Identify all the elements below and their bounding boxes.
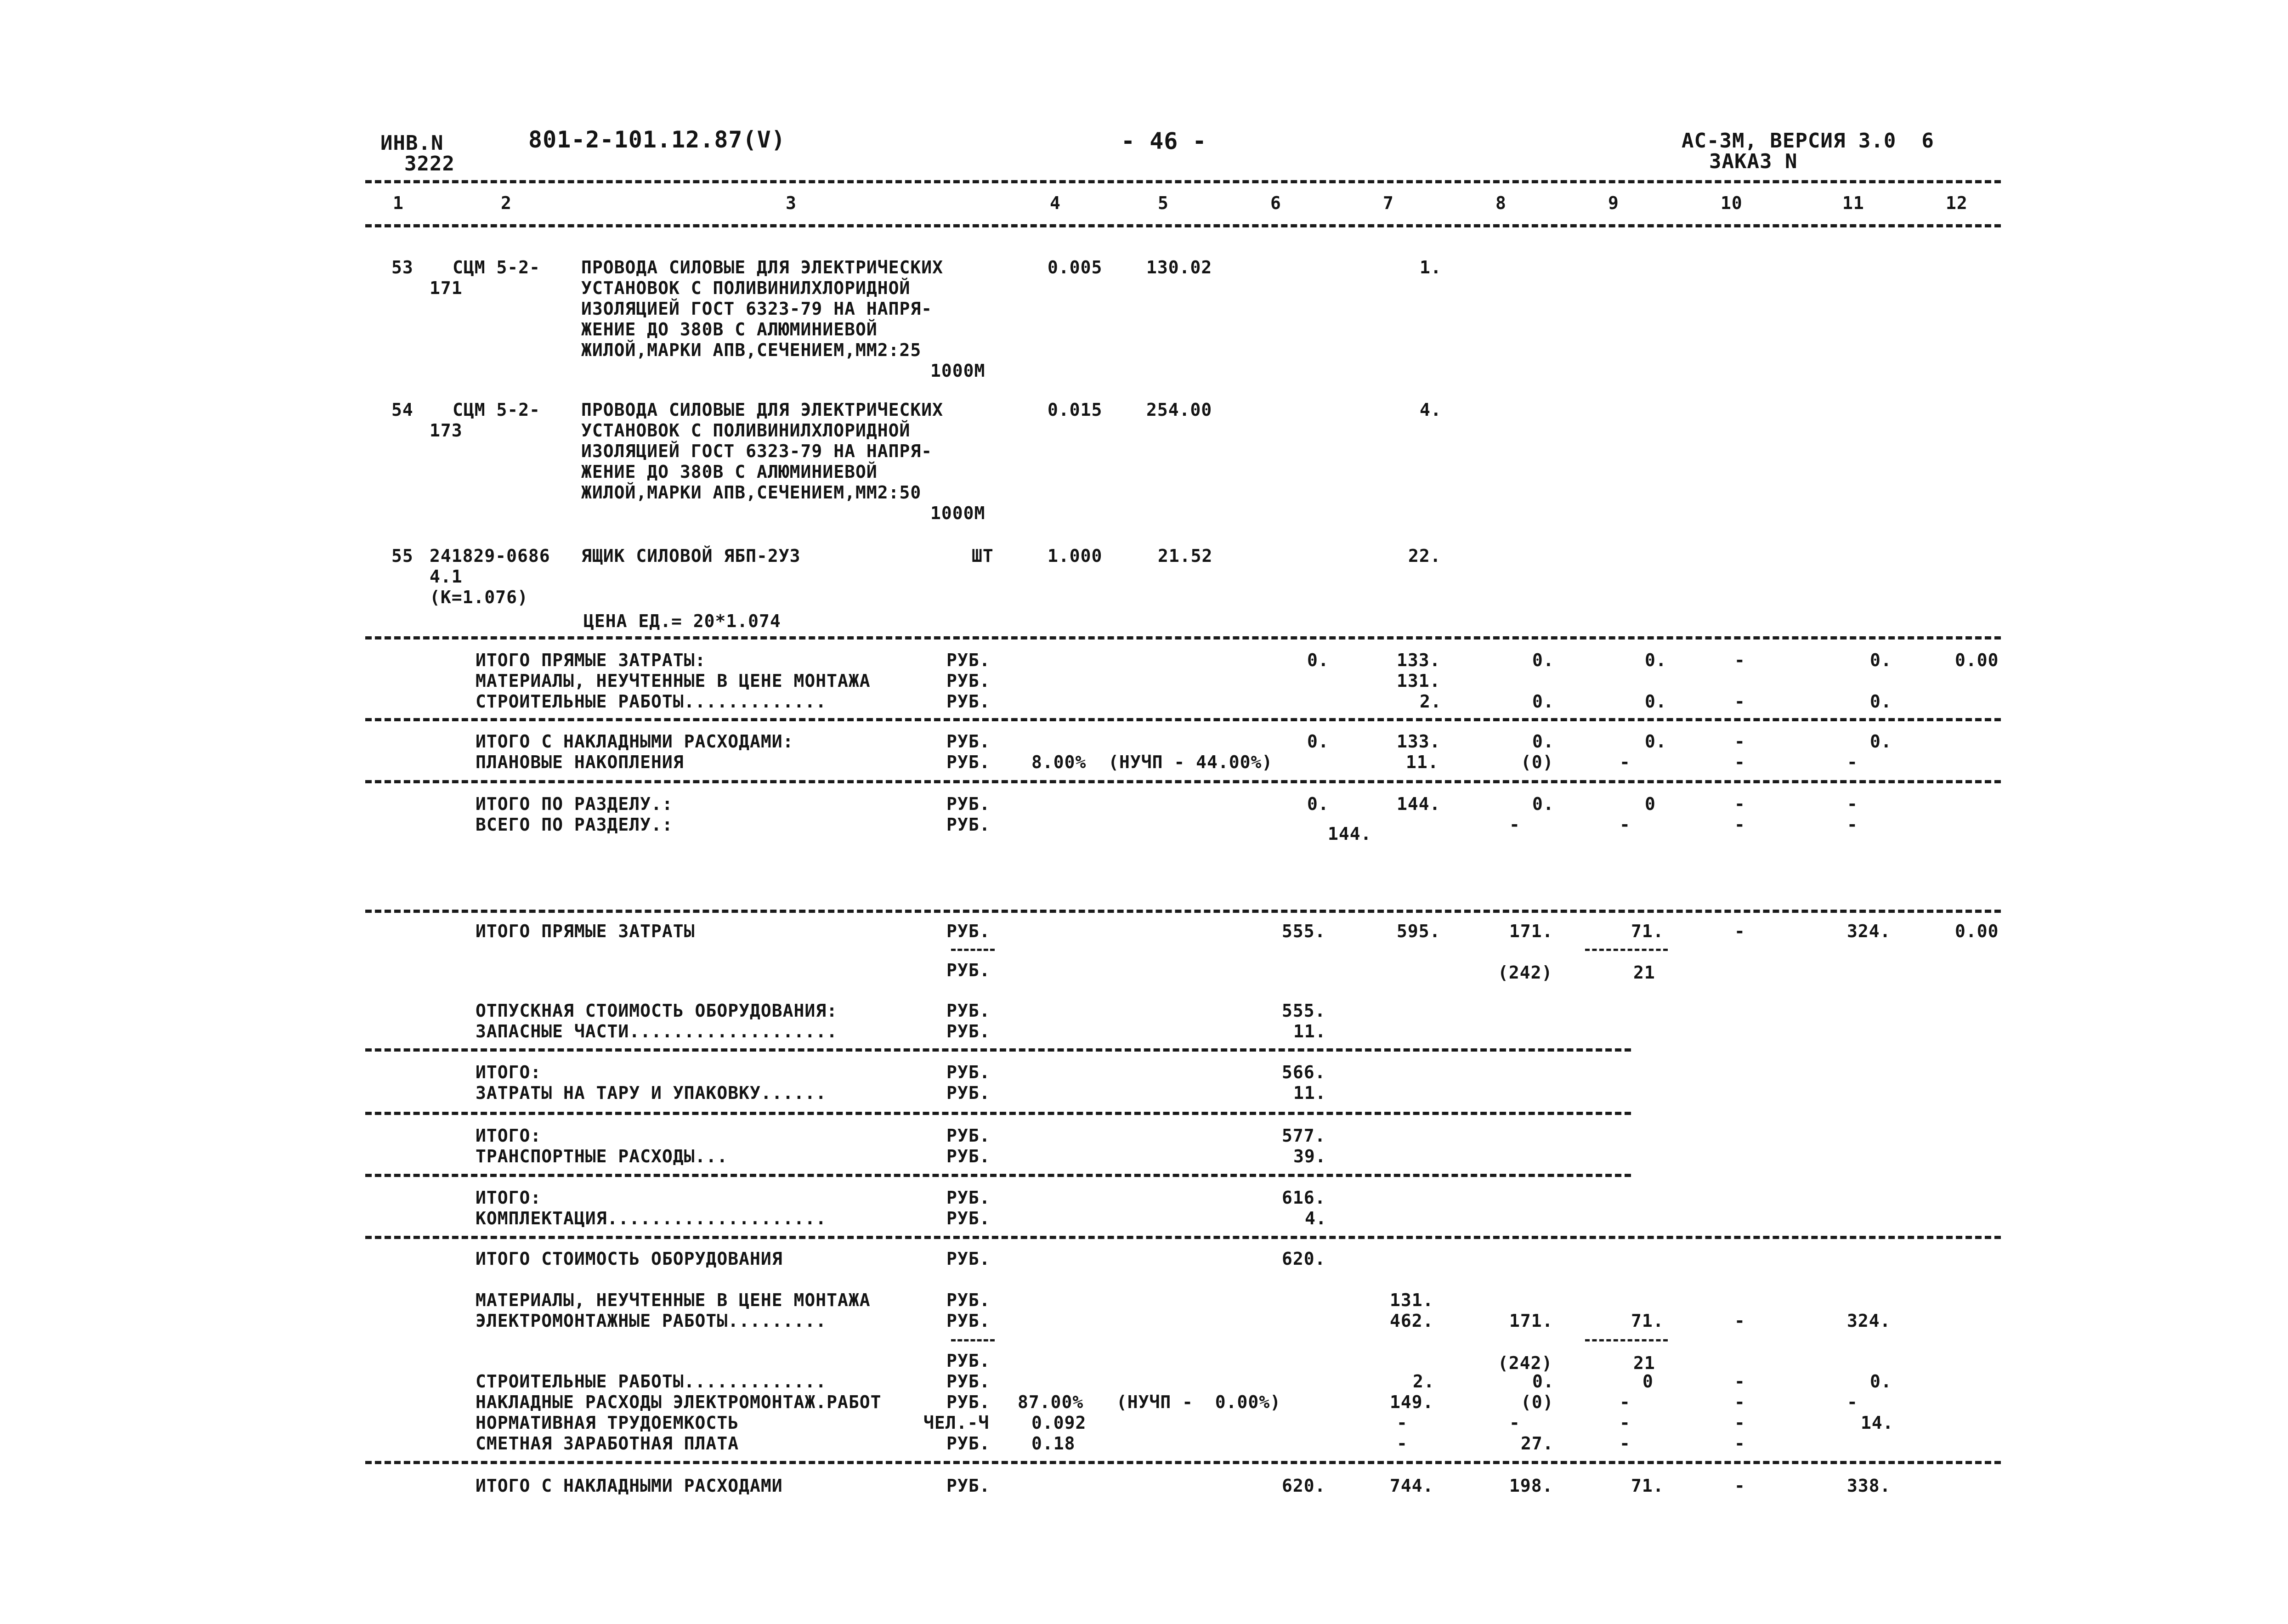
col-7: 7 — [1383, 193, 1394, 213]
rule — [951, 949, 995, 951]
final-c8: (242) — [1498, 1353, 1553, 1373]
final-label: МАТЕРИАЛЫ, НЕУЧТЕННЫЕ В ЦЕНЕ МОНТАЖА — [476, 1290, 871, 1310]
summary-label: ВСЕГО ПО РАЗДЕЛУ.: — [476, 815, 673, 835]
item-code: 173 — [430, 420, 463, 441]
item-desc-line: УСТАНОВОК С ПОЛИВИНИЛХЛОРИДНОЙ — [581, 278, 911, 298]
final-c8: 27. — [1521, 1433, 1554, 1454]
item-c7: 4. — [1420, 400, 1442, 420]
summary-c8: 0. — [1532, 650, 1554, 670]
item-code: (К=1.076) — [430, 587, 528, 607]
final-c8: 0. — [1532, 1371, 1554, 1392]
totals-unit: РУБ. — [946, 960, 991, 980]
equipment-unit: РУБ. — [946, 1188, 991, 1208]
item-unit: 1000М — [930, 361, 985, 381]
rule — [365, 910, 2001, 913]
item-desc-line: ИЗОЛЯЦИЕЙ ГОСТ 6323-79 НА НАПРЯ- — [581, 299, 933, 319]
item-qty: 0.015 — [1048, 400, 1103, 420]
col-6: 6 — [1270, 193, 1281, 213]
summary-c11: - — [1847, 794, 1858, 814]
col-3: 3 — [786, 193, 797, 213]
item-qty: 0.005 — [1048, 257, 1103, 277]
summary-c11: 0. — [1870, 650, 1892, 670]
item-unit: 1000М — [930, 503, 985, 523]
item-c7: 1. — [1420, 257, 1442, 277]
final-c9: 21 — [1633, 1353, 1655, 1373]
final-c11: - — [1847, 1392, 1858, 1412]
item-desc-line: ПРОВОДА СИЛОВЫЕ ДЛЯ ЭЛЕКТРИЧЕСКИХ — [581, 257, 943, 277]
rule — [365, 1236, 2001, 1239]
col-8: 8 — [1495, 193, 1506, 213]
final-label: СТРОИТЕЛЬНЫЕ РАБОТЫ............. — [476, 1371, 827, 1392]
col-12: 12 — [1946, 193, 1968, 213]
equipment-label: ИТОГО: — [476, 1062, 542, 1082]
final-c10: - — [1734, 1433, 1745, 1454]
summary-label: ПЛАНОВЫЕ НАКОПЛЕНИЯ — [476, 752, 684, 772]
equipment-c6: 4. — [1305, 1208, 1327, 1228]
system-version: АС-ЗМ, ВЕРСИЯ 3.0 6 — [1682, 129, 1934, 153]
final-c11: 324. — [1847, 1311, 1891, 1331]
summary-c7: 144. — [1397, 794, 1441, 814]
totals-c9b: 21 — [1633, 962, 1655, 983]
item-code: 171 — [430, 278, 463, 298]
final-c9: - — [1620, 1413, 1631, 1433]
equipment-unit: РУБ. — [946, 1062, 991, 1082]
item-desc-line: ЖИЛОЙ,МАРКИ АПВ,СЕЧЕНИЕМ,ММ2:25 — [581, 340, 922, 360]
totals-c9: 71. — [1631, 921, 1664, 941]
final-unit: РУБ. — [946, 1392, 991, 1412]
final-label: СМЕТНАЯ ЗАРАБОТНАЯ ПЛАТА — [476, 1433, 739, 1454]
rule — [365, 636, 2001, 639]
equipment-unit: РУБ. — [946, 1001, 991, 1021]
final-c8: 198. — [1509, 1476, 1553, 1496]
summary-c10: - — [1734, 650, 1745, 670]
page-number: - 46 - — [1121, 128, 1207, 154]
final-c7: 2. — [1413, 1371, 1435, 1392]
summary-c10: - — [1734, 731, 1745, 752]
final-c10: - — [1734, 1311, 1745, 1331]
col-5: 5 — [1158, 193, 1169, 213]
item-desc-line: УСТАНОВОК С ПОЛИВИНИЛХЛОРИДНОЙ — [581, 420, 911, 441]
rule — [365, 180, 2001, 183]
doc-code: 801-2-101.12.87(V) — [528, 126, 786, 153]
item-price: 130.02 — [1146, 257, 1212, 277]
rule — [365, 780, 2001, 783]
summary-c9: 0. — [1645, 691, 1667, 712]
summary-c8: 0. — [1532, 794, 1554, 814]
equipment-c6: 566. — [1282, 1062, 1326, 1082]
summary-c7: 131. — [1397, 671, 1441, 691]
summary-c10: - — [1734, 815, 1745, 835]
summary-c10: - — [1734, 752, 1745, 772]
totals-c6: 555. — [1282, 921, 1326, 941]
item-unit-price: ЦЕНА ЕД.= 20*1.074 — [583, 611, 781, 631]
item-desc-line: ЖЕНИЕ ДО 380В С АЛЮМИНИЕВОЙ — [581, 319, 878, 340]
item-c7: 22. — [1408, 546, 1441, 566]
equipment-c6: 577. — [1282, 1126, 1326, 1146]
final-pct: 87.00% (НУЧП - 0.00%) — [1018, 1392, 1281, 1412]
item-code: СЦМ 5-2- — [453, 400, 541, 420]
col-11: 11 — [1842, 193, 1864, 213]
final-label: ЭЛЕКТРОМОНТАЖНЫЕ РАБОТЫ......... — [476, 1311, 827, 1331]
final-c7: 462. — [1390, 1311, 1434, 1331]
summary-c11: 0. — [1870, 731, 1892, 752]
rule — [365, 718, 2001, 721]
final-c7: - — [1397, 1413, 1408, 1433]
final-unit: РУБ. — [946, 1371, 991, 1392]
final-unit: РУБ. — [946, 1476, 991, 1496]
equipment-label: ТРАНСПОРТНЫЕ РАСХОДЫ... — [476, 1146, 728, 1166]
final-unit: РУБ. — [946, 1311, 991, 1331]
equipment-c6: 11. — [1293, 1083, 1326, 1103]
totals-c8b: (242) — [1498, 962, 1553, 983]
totals-c8: 171. — [1509, 921, 1553, 941]
summary-c7: 133. — [1397, 731, 1441, 752]
equipment-label: ЗАТРАТЫ НА ТАРУ И УПАКОВКУ...... — [476, 1083, 827, 1103]
rule — [1585, 1339, 1668, 1341]
final-c9: 71. — [1631, 1476, 1664, 1496]
inv-label: ИНВ.N — [380, 131, 444, 155]
equipment-c6: 555. — [1282, 1001, 1326, 1021]
final-c11: 0. — [1870, 1371, 1892, 1392]
summary-c7: 11. — [1406, 752, 1439, 772]
summary-unit: РУБ. — [946, 752, 991, 772]
rule — [365, 1048, 1631, 1052]
final-c10: - — [1734, 1371, 1745, 1392]
summary-c9: 0 — [1645, 794, 1656, 814]
summary-unit: РУБ. — [946, 650, 991, 670]
summary-c9: - — [1620, 815, 1631, 835]
item-code: СЦМ 5-2- — [453, 257, 541, 277]
summary-label: МАТЕРИАЛЫ, НЕУЧТЕННЫЕ В ЦЕНЕ МОНТАЖА — [476, 671, 871, 691]
summary-pct: 8.00% (НУЧП - 44.00%) — [1031, 752, 1273, 772]
totals-c7: 595. — [1397, 921, 1441, 941]
final-unit: ЧЕЛ.-Ч — [923, 1413, 990, 1433]
final-c7: - — [1397, 1433, 1408, 1454]
equipment-label: ИТОГО: — [476, 1188, 542, 1208]
summary-label: ИТОГО ПРЯМЫЕ ЗАТРАТЫ: — [476, 650, 706, 670]
summary-c12: 0.00 — [1955, 650, 1999, 670]
summary-c8: (0) — [1521, 752, 1554, 772]
final-c8: - — [1509, 1413, 1520, 1433]
final-c7: 131. — [1390, 1290, 1434, 1310]
final-c6: 620. — [1282, 1476, 1326, 1496]
final-c9: - — [1620, 1433, 1631, 1454]
equipment-total-label: ИТОГО СТОИМОСТЬ ОБОРУДОВАНИЯ — [476, 1249, 783, 1269]
final-c9: - — [1620, 1392, 1631, 1412]
rule — [1585, 949, 1668, 951]
item-desc-line: ЖИЛОЙ,МАРКИ АПВ,СЕЧЕНИЕМ,ММ2:50 — [581, 482, 922, 503]
summary-c8: - — [1509, 815, 1520, 835]
item-number: 54 — [391, 400, 413, 420]
summary-unit: РУБ. — [946, 731, 991, 752]
rule — [951, 1339, 995, 1341]
equipment-unit: РУБ. — [946, 1021, 991, 1041]
summary-label: ИТОГО ПО РАЗДЕЛУ.: — [476, 794, 673, 814]
summary-c11: 0. — [1870, 691, 1892, 712]
summary-c8: 0. — [1532, 731, 1554, 752]
summary-c9: 0. — [1645, 731, 1667, 752]
totals-c10: - — [1734, 921, 1745, 941]
final-c9: 0 — [1642, 1371, 1654, 1392]
summary-c7: 2. — [1420, 691, 1442, 712]
final-c10: - — [1734, 1413, 1745, 1433]
summary-c9: - — [1620, 752, 1631, 772]
summary-c11: - — [1847, 752, 1858, 772]
col-9: 9 — [1608, 193, 1619, 213]
final-unit: РУБ. — [946, 1351, 991, 1371]
summary-label: СТРОИТЕЛЬНЫЕ РАБОТЫ............. — [476, 691, 827, 712]
item-unit: ШТ — [972, 546, 994, 566]
final-c11: 14. — [1861, 1413, 1894, 1433]
final-c8: (0) — [1521, 1392, 1554, 1412]
totals-unit: РУБ. — [946, 921, 991, 941]
summary-unit: РУБ. — [946, 671, 991, 691]
rule — [365, 1112, 1631, 1115]
final-unit: РУБ. — [946, 1433, 991, 1454]
final-c8: 171. — [1509, 1311, 1553, 1331]
equipment-unit: РУБ. — [946, 1249, 991, 1269]
item-code: 4.1 — [430, 566, 463, 587]
summary-c6: 0. — [1307, 794, 1329, 814]
final-pct: 0.18 — [1031, 1433, 1076, 1454]
equipment-c6: 39. — [1293, 1146, 1326, 1166]
rule — [365, 1174, 1631, 1177]
item-price: 254.00 — [1146, 400, 1212, 420]
col-2: 2 — [501, 193, 512, 213]
item-desc-line: ЯЩИК СИЛОВОЙ ЯБП-2У3 — [581, 546, 801, 566]
item-number: 55 — [391, 546, 413, 566]
summary-unit: РУБ. — [946, 691, 991, 712]
col-10: 10 — [1721, 193, 1743, 213]
final-c9: 71. — [1631, 1311, 1664, 1331]
final-c7: 149. — [1390, 1392, 1434, 1412]
summary-c8: 0. — [1532, 691, 1554, 712]
equipment-c6: 11. — [1293, 1021, 1326, 1041]
inv-number: 3222 — [404, 152, 455, 175]
final-label: НОРМАТИВНАЯ ТРУДОЕМКОСТЬ — [476, 1413, 739, 1433]
item-number: 53 — [391, 257, 413, 277]
summary-c10: - — [1734, 691, 1745, 712]
summary-label: ИТОГО С НАКЛАДНЫМИ РАСХОДАМИ: — [476, 731, 794, 752]
final-label: НАКЛАДНЫЕ РАСХОДЫ ЭЛЕКТРОМОНТАЖ.РАБОТ — [476, 1392, 882, 1412]
col-1: 1 — [393, 193, 404, 213]
item-desc-line: ЖЕНИЕ ДО 380В С АЛЮМИНИЕВОЙ — [581, 462, 878, 482]
final-total-label: ИТОГО С НАКЛАДНЫМИ РАСХОДАМИ — [476, 1476, 783, 1496]
summary-c9: 0. — [1645, 650, 1667, 670]
equipment-label: КОМПЛЕКТАЦИЯ.................... — [476, 1208, 827, 1228]
item-qty: 1.000 — [1048, 546, 1103, 566]
final-c7: 744. — [1390, 1476, 1434, 1496]
equipment-unit: РУБ. — [946, 1208, 991, 1228]
summary-unit: РУБ. — [946, 794, 991, 814]
equipment-unit: РУБ. — [946, 1146, 991, 1166]
final-c10: - — [1734, 1392, 1745, 1412]
equipment-c6: 620. — [1282, 1249, 1326, 1269]
item-desc-line: ИЗОЛЯЦИЕЙ ГОСТ 6323-79 НА НАПРЯ- — [581, 441, 933, 461]
summary-c10: - — [1734, 794, 1745, 814]
final-c10: - — [1734, 1476, 1745, 1496]
summary-c6: 144. — [1328, 824, 1372, 844]
item-code: 241829-0686 — [430, 546, 550, 566]
final-pct: 0.092 — [1031, 1413, 1087, 1433]
equipment-label: ИТОГО: — [476, 1126, 542, 1146]
equipment-label: ЗАПАСНЫЕ ЧАСТИ................... — [476, 1021, 838, 1041]
col-4: 4 — [1050, 193, 1061, 213]
order-number: ЗАКАЗ N — [1709, 150, 1798, 173]
equipment-c6: 616. — [1282, 1188, 1326, 1208]
totals-c12: 0.00 — [1955, 921, 1999, 941]
rule — [365, 224, 2001, 227]
final-c11: 338. — [1847, 1476, 1891, 1496]
summary-unit: РУБ. — [946, 815, 991, 835]
final-unit: РУБ. — [946, 1290, 991, 1310]
equipment-unit: РУБ. — [946, 1126, 991, 1146]
totals-label: ИТОГО ПРЯМЫЕ ЗАТРАТЫ — [476, 921, 695, 941]
rule — [365, 1461, 2001, 1464]
item-desc-line: ПРОВОДА СИЛОВЫЕ ДЛЯ ЭЛЕКТРИЧЕСКИХ — [581, 400, 943, 420]
equipment-unit: РУБ. — [946, 1083, 991, 1103]
totals-c11: 324. — [1847, 921, 1891, 941]
summary-c11: - — [1847, 815, 1858, 835]
summary-c7: 133. — [1397, 650, 1441, 670]
item-price: 21.52 — [1158, 546, 1213, 566]
summary-c6: 0. — [1307, 731, 1329, 752]
equipment-label: ОТПУСКНАЯ СТОИМОСТЬ ОБОРУДОВАНИЯ: — [476, 1001, 838, 1021]
summary-c6: 0. — [1307, 650, 1329, 670]
